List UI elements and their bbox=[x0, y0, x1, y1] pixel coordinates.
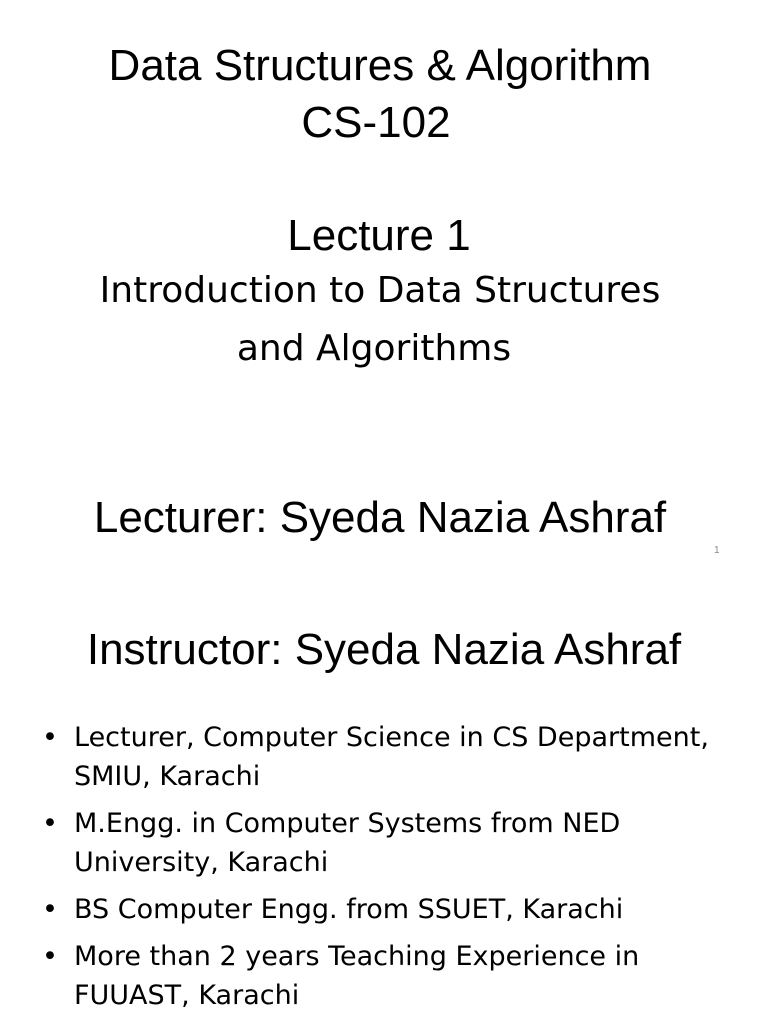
lecture-number: Lecture 1 bbox=[287, 211, 471, 260]
lecture-subtitle-line-2: and Algorithms bbox=[236, 328, 512, 369]
lecture-subtitle-line-1: Introduction to Data Structures bbox=[99, 270, 661, 311]
bullet-dot-icon: • bbox=[42, 894, 58, 925]
bullet-item bbox=[42, 718, 732, 796]
bullet-text: BS Computer Engg. from SSUET, Karachi bbox=[74, 894, 624, 925]
bullet-item bbox=[42, 937, 732, 1015]
bullet-item bbox=[42, 804, 732, 882]
instructor-bullet-list bbox=[42, 718, 732, 1023]
instructor-heading: Instructor: Syeda Nazia Ashraf bbox=[86, 625, 682, 674]
bullet-text: M.Engg. in Computer Systems from NED University, Karachi bbox=[74, 808, 621, 878]
bullet-dot-icon: • bbox=[42, 722, 58, 753]
course-code: CS-102 bbox=[301, 98, 451, 147]
slide-number: 1 bbox=[714, 545, 720, 556]
bullet-text: Lecturer, Computer Science in CS Department, SMIU, Karachi bbox=[74, 722, 709, 792]
bullet-dot-icon: • bbox=[42, 808, 58, 839]
course-title: Data Structures & Algorithm bbox=[108, 41, 652, 90]
lecturer-name: Lecturer: Syeda Nazia Ashraf bbox=[93, 493, 667, 542]
bullet-item bbox=[42, 890, 732, 929]
bullet-dot-icon: • bbox=[42, 941, 58, 972]
bullet-text: More than 2 years Teaching Experience in FUUAST, Karachi bbox=[74, 941, 640, 1011]
